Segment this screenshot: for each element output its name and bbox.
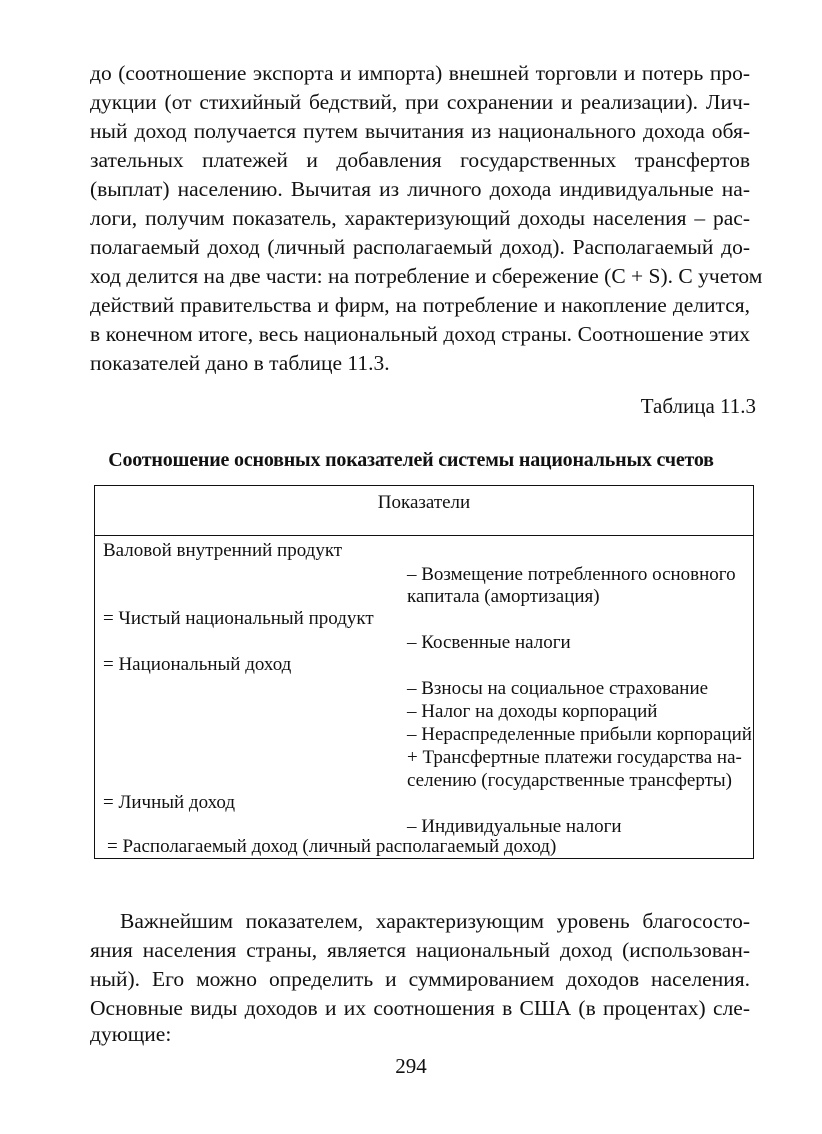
paragraph-line: дукции (от стихийный бедствий, при сохранении и реализации). Лич- <box>90 90 750 114</box>
paragraph-line: ный). Его можно определить и суммированием доходов населения. <box>90 967 750 991</box>
table-row: = Чистый национальный продукт <box>103 608 374 629</box>
page-number: 294 <box>395 1054 427 1078</box>
table-row: + Трансфертные платежи государства на- <box>407 747 742 768</box>
paragraph-line: полагаемый доход (личный располагаемый доход). Располагаемый до- <box>90 235 750 259</box>
table-title: Соотношение основных показателей системы национальных счетов <box>108 449 714 471</box>
paragraph-line: яния населения страны, является национальный доход (использован- <box>90 938 750 962</box>
paragraph-line: (выплат) населению. Вычитая из личного дохода индивидуальные на- <box>90 177 750 201</box>
paragraph-line: Основные виды доходов и их соотношения в США (в процентах) сле- <box>90 996 750 1020</box>
table-row: – Взносы на социальное страхование <box>407 678 709 699</box>
table-row: = Национальный доход <box>103 654 292 675</box>
paragraph-line: в конечном итоге, весь национальный доход страны. Соотношение этих <box>90 322 750 346</box>
table-row: = Личный доход <box>103 792 236 813</box>
paragraph-line: показателей дано в таблице 11.3. <box>90 351 390 375</box>
paragraph-line: ный доход получается путем вычитания из национального дохода обя- <box>90 119 750 143</box>
paragraph-line: Важнейшим показателем, характеризующим уровень благососто- <box>120 909 750 933</box>
table-header-row <box>95 486 753 536</box>
table-row: – Индивидуальные налоги <box>407 816 622 837</box>
indicators-table <box>94 485 754 859</box>
paragraph-line: логи, получим показатель, характеризующий доходы населения – рас- <box>90 206 750 230</box>
table-row: – Налог на доходы корпораций <box>407 701 658 722</box>
paragraph-line: ход делится на две части: на потребление и сбережение (C + S). С учетом <box>90 264 763 288</box>
table-row: Валовой внутренний продукт <box>103 540 343 561</box>
paragraph-line: до (соотношение экспорта и импорта) внешней торговли и потерь про- <box>90 61 750 85</box>
table-header: Показатели <box>377 492 471 513</box>
paragraph-line: дующие: <box>90 1022 172 1046</box>
table-row: селению (государственные трансферты) <box>407 770 733 791</box>
table-row: – Косвенные налоги <box>407 632 571 653</box>
paragraph-line: зательных платежей и добавления государственных трансфертов <box>90 148 750 172</box>
paragraph-line: действий правительства и фирм, на потребление и накопление делится, <box>90 293 750 317</box>
table-row: – Возмещение потребленного основного <box>407 564 736 585</box>
table-row: = Располагаемый доход (личный располагаемый доход) <box>107 836 557 857</box>
table-row: капитала (амортизация) <box>407 586 600 607</box>
table-row: – Нераспределенные прибыли корпораций <box>407 724 752 745</box>
table-number-label: Таблица 11.3 <box>640 394 756 418</box>
